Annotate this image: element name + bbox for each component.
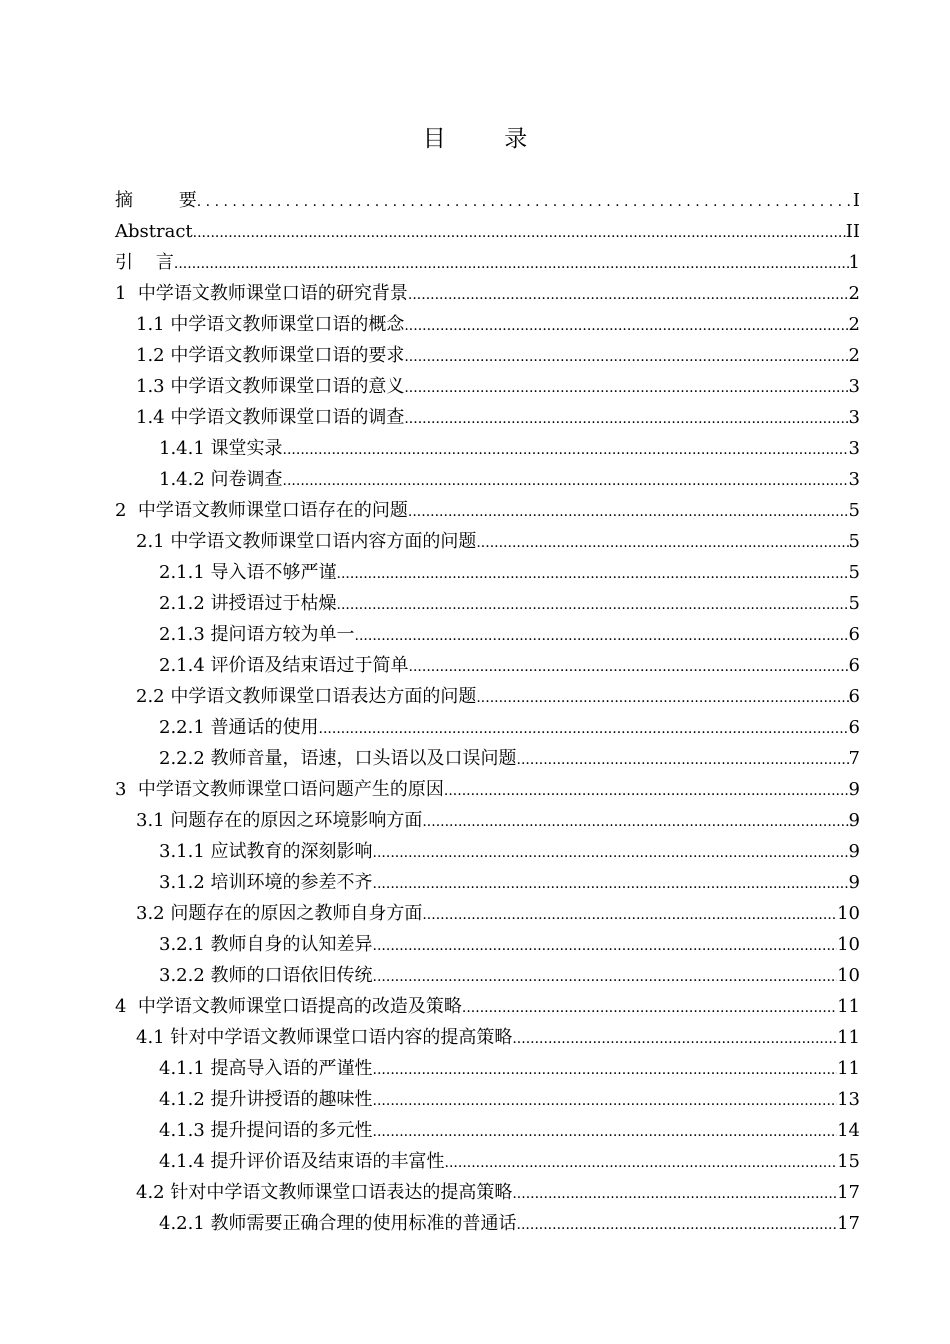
dot-leader <box>373 1086 838 1117</box>
toc-entry-title: 1.4 中学语文教师课堂口语的调查 <box>136 407 405 428</box>
dot-leader <box>174 249 849 280</box>
toc-entry-page-number: 10 <box>837 965 860 986</box>
dot-leader <box>422 900 837 931</box>
dot-leader <box>319 714 849 745</box>
toc-entry-title: 2.1.4 评价语及结束语过于简单 <box>159 655 409 676</box>
toc-entry[interactable] <box>115 743 860 774</box>
toc-entry-title: 摘 要 <box>115 190 197 211</box>
toc-entry-page-number: II <box>845 221 860 242</box>
toc-entry-page-number: 13 <box>837 1089 860 1110</box>
dot-leader <box>409 652 849 683</box>
toc-entry-page-number: 11 <box>837 1027 860 1048</box>
toc-entry-title: 3.2.2 教师的口语依旧传统 <box>159 965 373 986</box>
toc-entry-title: 4.1.2 提升讲授语的趣味性 <box>159 1089 373 1110</box>
toc-entry-title: 2.1.1 导入语不够严谨 <box>159 562 337 583</box>
dot-leader <box>408 280 849 311</box>
toc-entry-title: 3.1.1 应试教育的深刻影响 <box>159 841 373 862</box>
toc-entry-title: 3.2 问题存在的原因之教师自身方面 <box>136 903 423 924</box>
toc-entry-title: 1.1 中学语文教师课堂口语的概念 <box>136 314 405 335</box>
dot-leader <box>197 187 853 218</box>
toc-entry-title: 1.2 中学语文教师课堂口语的要求 <box>136 345 405 366</box>
toc-entry-page-number: 6 <box>848 717 860 738</box>
toc-entry-page-number: 3 <box>848 376 860 397</box>
toc-entry-title: 4.2.1 教师需要正确合理的使用标准的普通话 <box>159 1213 517 1234</box>
toc-entry[interactable] <box>115 898 860 929</box>
dot-leader <box>373 869 849 900</box>
toc-entry-page-number: 6 <box>848 686 860 707</box>
toc-entry-title: 3.1.2 培训环境的参差不齐 <box>159 872 373 893</box>
toc-entry[interactable] <box>115 185 860 216</box>
toc-entry-title: 2 中学语文教师课堂口语存在的问题 <box>115 500 408 521</box>
dot-leader <box>373 838 849 869</box>
dot-leader <box>445 1148 838 1179</box>
toc-entry[interactable] <box>115 433 860 464</box>
toc-entry[interactable] <box>115 1084 860 1115</box>
toc-entry-title: 4.2 针对中学语文教师课堂口语表达的提高策略 <box>136 1182 513 1203</box>
toc-entry-page-number: 9 <box>848 779 860 800</box>
toc-entry-title: 4.1.4 提升评价语及结束语的丰富性 <box>159 1151 445 1172</box>
dot-leader <box>283 435 849 466</box>
toc-entry-title: 1.4.2 问卷调查 <box>159 469 283 490</box>
toc-entry-page-number: 2 <box>848 314 860 335</box>
toc-entry-page-number: 14 <box>837 1120 860 1141</box>
toc-entry-page-number: 5 <box>848 562 860 583</box>
toc-entry[interactable] <box>115 1053 860 1084</box>
toc-title: 目 录 <box>422 126 528 152</box>
toc-entry-page-number: 5 <box>848 531 860 552</box>
toc-entry-page-number: 9 <box>848 810 860 831</box>
dot-leader <box>373 1055 838 1086</box>
toc-entry[interactable] <box>115 867 860 898</box>
toc-entry-title: 4 中学语文教师课堂口语提高的改造及策略 <box>115 996 462 1017</box>
toc-entry-page-number: 3 <box>848 438 860 459</box>
toc-entry-title: 1.3 中学语文教师课堂口语的意义 <box>136 376 405 397</box>
toc-entry-page-number: 15 <box>837 1151 860 1172</box>
toc-entry[interactable] <box>115 526 860 557</box>
toc-entry-title: 2.1.2 讲授语过于枯燥 <box>159 593 337 614</box>
toc-entry-page-number: 17 <box>837 1213 860 1234</box>
toc-entry-page-number: 7 <box>848 748 860 769</box>
toc-entry-page-number: I <box>852 190 860 211</box>
toc-entry-page-number: 1 <box>848 252 860 273</box>
dot-leader <box>283 466 849 497</box>
toc-entry[interactable] <box>115 1115 860 1146</box>
toc-entry-title: 3.1 问题存在的原因之环境影响方面 <box>136 810 423 831</box>
dot-leader <box>373 931 838 962</box>
toc-entry[interactable] <box>115 991 860 1022</box>
dot-leader <box>373 962 838 993</box>
toc-entry[interactable] <box>115 1208 860 1239</box>
dot-leader <box>193 218 846 249</box>
toc-entry[interactable] <box>115 650 860 681</box>
toc-entry[interactable] <box>115 619 860 650</box>
dot-leader <box>512 1024 837 1055</box>
toc-entry-title: Abstract <box>115 221 193 242</box>
toc-entry-title: 1 中学语文教师课堂口语的研究背景 <box>115 283 408 304</box>
toc-entry-title: 2.2 中学语文教师课堂口语表达方面的问题 <box>136 686 477 707</box>
toc-entry-title: 4.1.1 提高导入语的严谨性 <box>159 1058 373 1079</box>
toc-entry[interactable] <box>115 402 860 433</box>
toc-entry-page-number: 11 <box>837 1058 860 1079</box>
dot-leader <box>404 311 848 342</box>
toc-entry-title: 2.1 中学语文教师课堂口语内容方面的问题 <box>136 531 477 552</box>
toc-entry[interactable] <box>115 805 860 836</box>
toc-entry[interactable] <box>115 247 860 278</box>
dot-leader <box>512 1179 837 1210</box>
toc-entry-page-number: 17 <box>837 1182 860 1203</box>
toc-entry[interactable] <box>115 588 860 619</box>
toc-entry-title: 4.1 针对中学语文教师课堂口语内容的提高策略 <box>136 1027 513 1048</box>
dot-leader <box>408 497 849 528</box>
toc-entry-page-number: 9 <box>848 841 860 862</box>
dot-leader <box>517 745 849 776</box>
toc-entry-page-number: 2 <box>848 283 860 304</box>
dot-leader <box>404 342 848 373</box>
toc-entry-title: 3.2.1 教师自身的认知差异 <box>159 934 373 955</box>
toc-entry[interactable] <box>115 464 860 495</box>
toc-entry-page-number: 11 <box>837 996 860 1017</box>
toc-entry-page-number: 5 <box>848 593 860 614</box>
toc-entry[interactable] <box>115 1146 860 1177</box>
toc-entry-page-number: 3 <box>848 469 860 490</box>
toc-entry-page-number: 10 <box>837 934 860 955</box>
dot-leader <box>444 776 849 807</box>
toc-entry[interactable] <box>115 681 860 712</box>
toc-entry[interactable] <box>115 836 860 867</box>
toc-entry-page-number: 3 <box>848 407 860 428</box>
toc-list <box>115 185 860 1239</box>
toc-entry-title: 2.2.2 教师音量，语速，口头语以及口误问题 <box>159 748 517 769</box>
toc-entry-title: 2.2.1 普通话的使用 <box>159 717 319 738</box>
toc-entry-title: 1.4.1 课堂实录 <box>159 438 283 459</box>
toc-entry[interactable] <box>115 774 860 805</box>
dot-leader <box>355 621 849 652</box>
toc-entry[interactable] <box>115 278 860 309</box>
dot-leader <box>337 559 849 590</box>
toc-entry[interactable] <box>115 495 860 526</box>
toc-entry-page-number: 9 <box>848 872 860 893</box>
dot-leader <box>337 590 849 621</box>
dot-leader <box>462 993 837 1024</box>
dot-leader <box>517 1210 838 1241</box>
dot-leader <box>404 373 848 404</box>
dot-leader <box>476 683 848 714</box>
toc-entry-title: 3 中学语文教师课堂口语问题产生的原因 <box>115 779 444 800</box>
dot-leader <box>422 807 848 838</box>
toc-entry[interactable] <box>115 929 860 960</box>
toc-entry[interactable] <box>115 1177 860 1208</box>
toc-entry[interactable] <box>115 712 860 743</box>
toc-entry-page-number: 2 <box>848 345 860 366</box>
toc-entry[interactable] <box>115 309 860 340</box>
toc-entry[interactable] <box>115 340 860 371</box>
toc-entry-page-number: 6 <box>848 655 860 676</box>
toc-entry-title: 4.1.3 提升提问语的多元性 <box>159 1120 373 1141</box>
toc-entry[interactable] <box>115 960 860 991</box>
toc-entry[interactable] <box>115 1022 860 1053</box>
toc-entry-page-number: 5 <box>848 500 860 521</box>
dot-leader <box>404 404 848 435</box>
dot-leader <box>373 1117 838 1148</box>
toc-entry[interactable] <box>115 216 860 247</box>
dot-leader <box>476 528 848 559</box>
toc-entry-page-number: 6 <box>848 624 860 645</box>
toc-entry[interactable] <box>115 371 860 402</box>
toc-entry-page-number: 10 <box>837 903 860 924</box>
toc-entry-title: 引 言 <box>115 252 174 273</box>
toc-entry-title: 2.1.3 提问语方较为单一 <box>159 624 355 645</box>
toc-entry[interactable] <box>115 557 860 588</box>
